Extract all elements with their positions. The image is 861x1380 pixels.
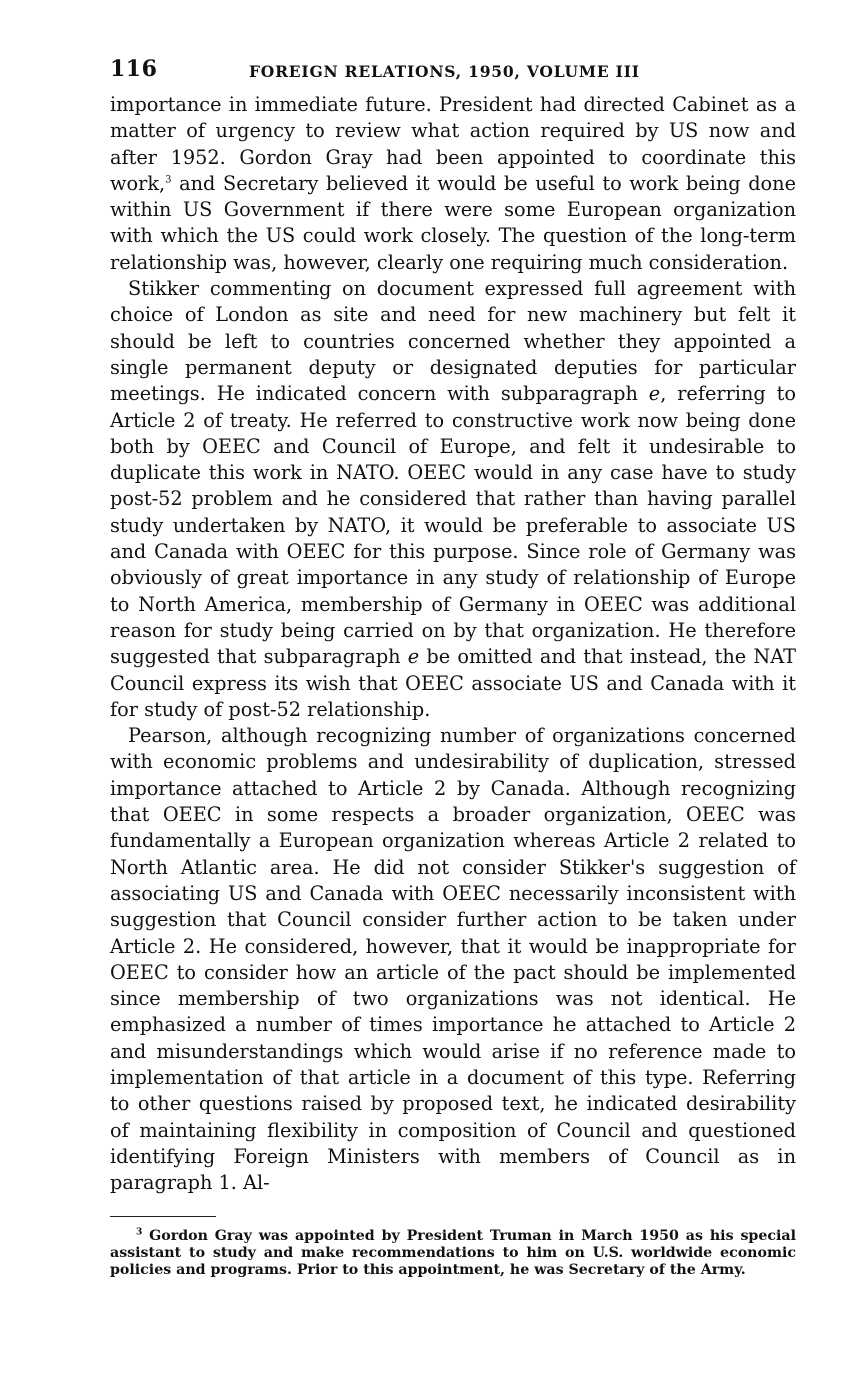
paragraph-stikker bbox=[110, 276, 796, 723]
paragraph-text: importance in immediate future. President had directed Cabinet as a matter of urgency to review what action required by US now and after 1952. Gordon Gray had been appointed to coordinate this work, bbox=[110, 93, 796, 195]
paragraph-text: , referring to Article 2 of treaty. He referred to constructive work now being done both by OEEC and Council of Europe, and felt it undesirable to duplicate this work in NATO. OEEC would in any case have to study post-52 problem and he considered that rather than having parallel study undertaken by NATO, it would be preferable to associate US and Canada with OEEC for this purpose. Since role of Germany was obviously of great importance in any study of relationship of Europe to North America, membership of Germany in OEEC was additional reason for study being carried on by that organization. He therefore suggested that subparagraph bbox=[110, 382, 796, 669]
body-text bbox=[110, 92, 796, 1196]
page-header bbox=[110, 52, 796, 92]
footnote-reference: 3 bbox=[165, 174, 172, 186]
running-head: FOREIGN RELATIONS, 1950, VOLUME III bbox=[249, 62, 640, 81]
footnote-text: Gordon Gray was appointed by President Truman in March 1950 as his special assistant to study and make recommendations to him on U.S. worldwide economic policies and programs. Prior to this appointment, he was Secretary of the Army. bbox=[110, 1228, 796, 1279]
page-number: 116 bbox=[110, 56, 158, 82]
document-page bbox=[110, 52, 796, 1293]
footnote-marker: 3 bbox=[136, 1227, 143, 1238]
paragraph-text: Stikker commenting on document expressed full agreement with choice of London as site and need for new machinery but felt it should be left to countries concerned whether they appointed a single permanent deputy or designated deputies for particular meetings. He indicated concern with subparagraph bbox=[110, 277, 796, 406]
paragraph-text: be omitted and that instead, the NAT Council express its wish that OEEC associate US and Canada with it for study of post-52 relationship. bbox=[110, 645, 797, 721]
paragraph-text: Pearson, although recognizing number of organizations concerned with economic problems and undesirability of duplication, stressed importance attached to Article 2 by Canada. Although recognizing that OEEC in some respects a broader organization, OEEC was fundamentally a European organization whereas Article 2 related to North Atlantic area. He did not consider Stikker's suggestion of associating US and Canada with OEEC necessarily inconsistent with suggestion that Council consider further action to be taken under Article 2. He considered, however, that it would be inappropriate for OEEC to consider how an article of the pact should be implemented since membership of two organizations was not identical. He emphasized a number of times importance he attached to Article 2 and misunderstandings which would arise if no reference made to implementation of that article in a document of this type. Referring to other questions raised by proposed text, he indicated desirability of maintaining flexibility in composition of Council and questioned identifying Foreign Ministers with members of Council as in paragraph 1. Al- bbox=[110, 724, 796, 1195]
paragraph-pearson bbox=[110, 723, 796, 1196]
italic-subparagraph-letter: e bbox=[648, 382, 661, 406]
footnote-divider bbox=[110, 1216, 216, 1217]
footnote bbox=[110, 1228, 796, 1278]
italic-subparagraph-letter: e bbox=[407, 645, 420, 669]
paragraph-continuation bbox=[110, 92, 796, 276]
paragraph-text: and Secretary believed it would be useful to work being done within US Government if there were some European organization with which the US could work closely. The question of the long-term relationship was, however, clearly one requiring much consideration. bbox=[110, 171, 796, 274]
